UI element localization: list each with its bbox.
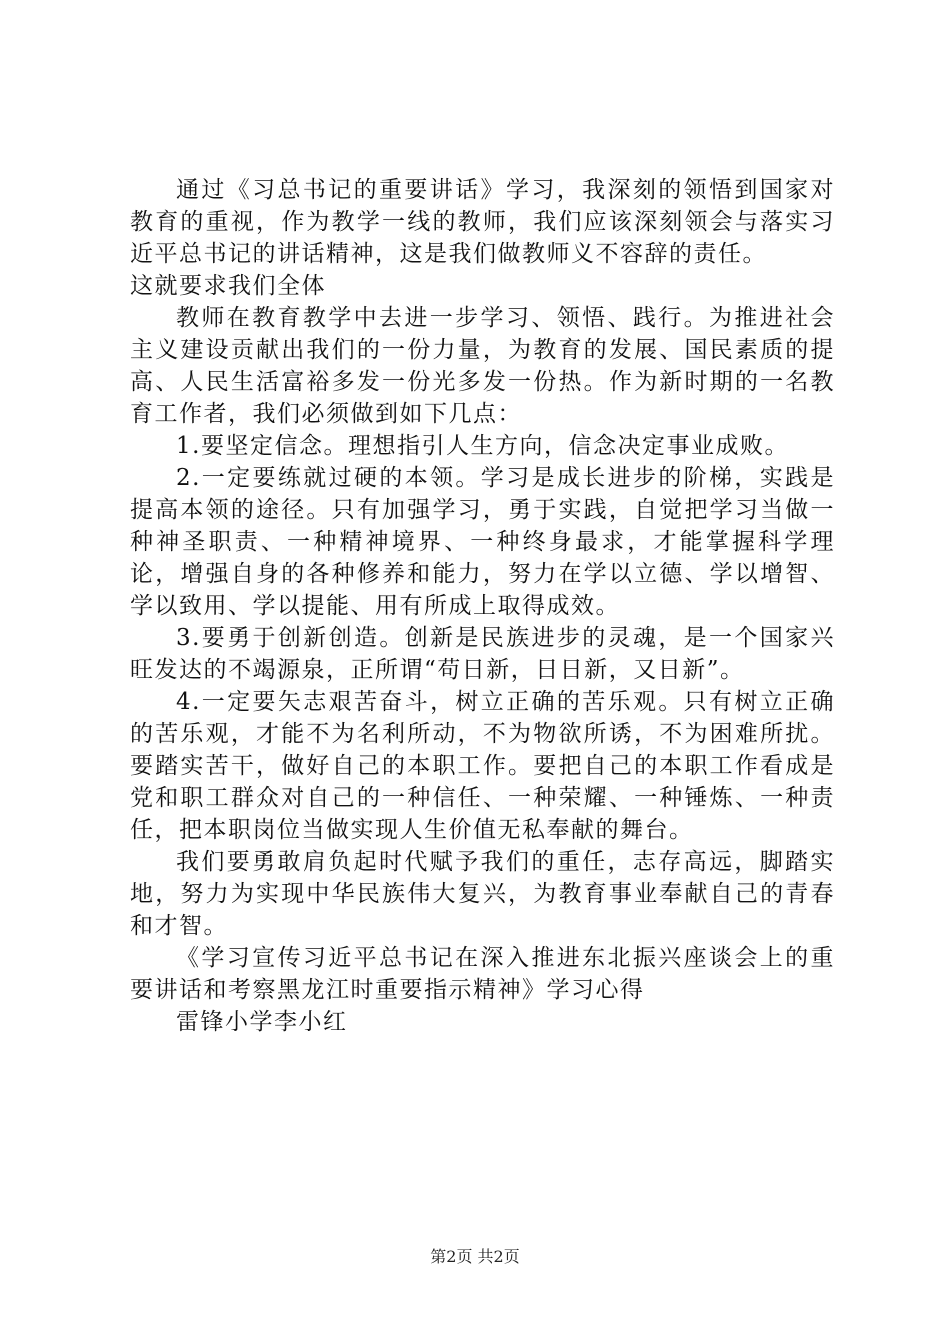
paragraph-teachers: 教师在教育教学中去进一步学习、领悟、践行。为推进社会主义建设贡献出我们的一份力量，为教育的发展、国民素质的提高、人民生活富裕多发一份光多发一份热。作为新时期的一名教育工作者，我们必须做到如下几点： xyxy=(130,305,835,427)
paragraph-title: 《学习宣传习近平总书记在深入推进东北振兴座谈会上的重要讲话和考察黑龙江时重要指示精神》学习心得 xyxy=(130,945,835,1003)
page-number-footer: 第2页 共2页 xyxy=(430,1247,520,1266)
paragraph-conclusion: 我们要勇敢肩负起时代赋予我们的重任，志存高远，脚踏实地，努力为实现中华民族伟大复兴，为教育事业奉献自己的青春和才智。 xyxy=(130,849,835,939)
paragraph-point-3: 3.要勇于创新创造。创新是民族进步的灵魂，是一个国家兴旺发达的不竭源泉，正所谓“苟日新，日日新，又日新”。 xyxy=(130,625,835,683)
paragraph-author: 雷锋小学李小红 xyxy=(176,1009,348,1035)
paragraph-point-2: 2.一定要练就过硬的本领。学习是成长进步的阶梯，实践是提高本领的途径。只有加强学习，勇于实践，自觉把学习当做一种神圣职责、一种精神境界、一种终身最求，才能掌握科学理论，增强自身的各种修养和能力，努力在学以立德、学以增智、学以致用、学以提能、用有所成上取得成效。 xyxy=(130,465,835,619)
paragraph-intro: 通过《习总书记的重要讲话》学习，我深刻的领悟到国家对教育的重视，作为教学一线的教师，我们应该深刻领会与落实习近平总书记的讲话精神，这是我们做教师义不容辞的责任。 xyxy=(130,177,835,267)
paragraph-point-4: 4.一定要矢志艰苦奋斗，树立正确的苦乐观。只有树立正确的苦乐观，才能不为名利所动，不为物欲所诱，不为困难所扰。要踏实苦干，做好自己的本职工作。要把自己的本职工作看成是党和职工群众对自己的一种信任、一种荣耀、一种锤炼、一种责任，把本职岗位当做实现人生价值无私奉献的舞台。 xyxy=(130,689,835,843)
paragraph-continuation: 这就要求我们全体 xyxy=(130,273,326,299)
document-body xyxy=(130,174,835,1038)
paragraph-point-1: 1.要坚定信念。理想指引人生方向，信念决定事业成败。 xyxy=(176,433,789,459)
